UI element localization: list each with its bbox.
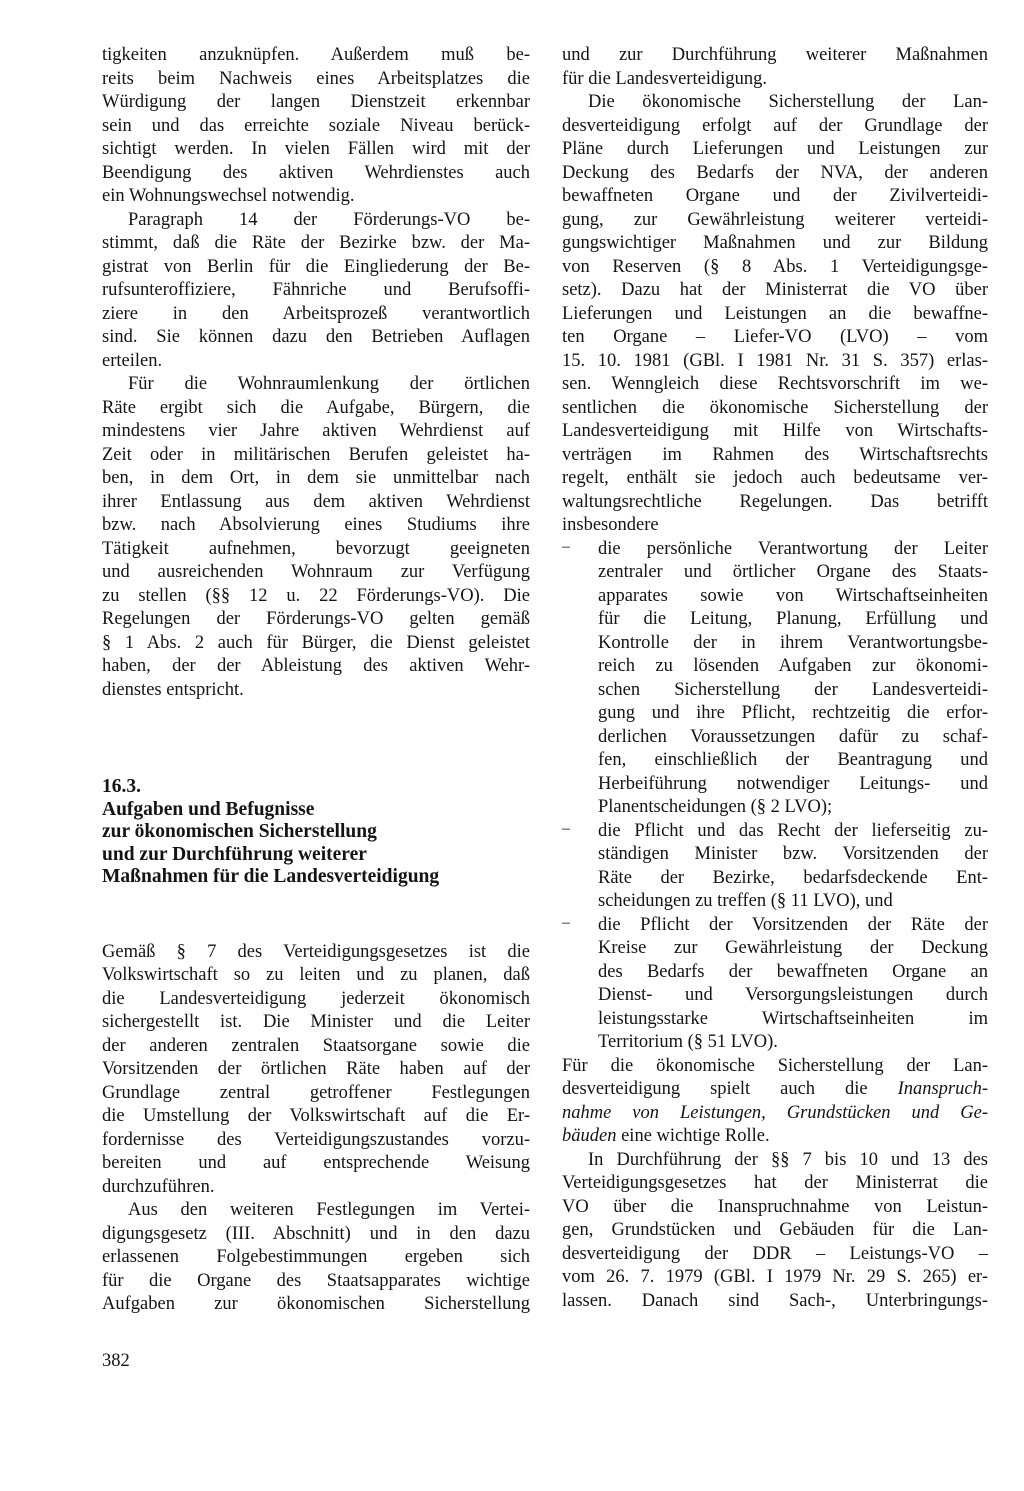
paragraph [102,941,530,1200]
text-span: eine wichtige Rolle. [616,1126,770,1146]
text-line: Tätigkeit aufnehmen, bevorzugt geeigneten [102,538,530,559]
text-line: haben, der der Ableistung des aktiven Wehr- [102,656,530,676]
text-line: reits beim Nachweis eines Arbeitsplatzes die [102,68,530,89]
text-line: die Pflicht der Vorsitzenden der Räte der [598,914,988,935]
text-line: derlichen Voraussetzungen dafür zu schaf- [598,726,988,747]
text-line: Regelungen der Förderungs-VO gelten gemäß [102,609,530,629]
text-line: digungsgesetz (III. Abschnitt) und in den dazu [102,1223,530,1244]
text-line: Räte der Bezirke, bedarfsdeckende Ent- [598,867,988,888]
heading-line: Aufgaben und Befugnisse [102,798,315,820]
text-line: Landesverteidigung mit Hilfe von Wirtschafts- [562,421,988,441]
list-item [562,538,988,820]
text-line: die Pflicht und das Recht der lieferseitig zu- [598,820,988,841]
paragraph [562,91,988,538]
text-line: In Durchführung der §§ 7 bis 10 und 13 des [588,1149,988,1170]
section-heading [102,776,530,889]
text-line: durchzuführen. [102,1176,215,1197]
text-line: sen. Wenngleich diese Rechtsvorschrift im we- [562,374,988,394]
text-line: reich zu lösenden Aufgaben zur ökonomi- [598,656,988,676]
text-line: Dienst- und Versorgungsleistungen durch [598,985,988,1005]
text-line: Vorsitzenden der örtlichen Räte haben auf der [102,1059,530,1079]
text-line: VO über die Inanspruchnahme von Leistun- [562,1196,988,1217]
bullet-dash: – [562,819,570,837]
text-line: waltungsrechtliche Regelungen. Das betrifft [562,491,988,512]
text-line: dienstes entspricht. [102,679,244,700]
text-line: Kreise zur Gewährleistung der Deckung [598,938,988,958]
text-line: desverteidigung erfolgt auf der Grundlage der [562,115,988,136]
paragraph [562,44,988,91]
list-item [562,914,988,1055]
text-line: bzw. nach Absolvierung eines Studiums ihre [102,515,530,535]
text-line: tigkeiten anzuknüpfen. Außerdem muß be- [102,45,530,65]
text-line: für die Organe des Staatsapparates wichtige [102,1270,530,1291]
text-line: die persönliche Verantwortung der Leiter [598,538,988,559]
text-line: Die ökonomische Sicherstellung der Lan- [588,92,988,112]
left-column [102,44,530,1317]
text-line [562,1102,988,1126]
paragraph [102,209,530,374]
text-line: Räte ergibt sich die Aufgabe, Bürgern, die [102,397,530,418]
text-line: die Landesverteidigung jederzeit ökonomisch [102,988,530,1009]
text-line: Würdigung der langen Dienstzeit erkennbar [102,92,530,112]
bullet-dash: – [562,537,570,555]
section-number: 16.3. [102,776,141,797]
text-line: zu stellen (§§ 12 u. 22 Förderungs-VO). Die [102,585,530,606]
text-line: ständigen Minister bzw. Vorsitzenden der [598,844,988,864]
text-line: Beendigung des aktiven Wehrdienstes auch [102,162,530,183]
text-line: ihrer Entlassung aus dem aktiven Wehrdienst [102,491,530,512]
text-line: stimmt, daß die Räte der Bezirke bzw. der Ma- [102,233,530,253]
text-line: sind. Sie können dazu den Betrieben Auflagen [102,327,530,347]
text-line: gung und ihre Pflicht, rechtzeitig die erfor- [598,703,988,723]
italic-span: bäuden [562,1126,617,1146]
text-line: erteilen. [102,350,163,371]
text-line: sein und das erreichte soziale Niveau berück- [102,115,530,136]
text-line: fordernisse des Verteidigungszustandes vorzu- [102,1129,530,1150]
text-line: mindestens vier Jahre aktiven Wehrdienst auf [102,421,530,441]
text-line: § 1 Abs. 2 auch für Bürger, die Dienst geleistet [102,632,530,653]
text-line: sentlichen die ökonomische Sicherstellung der [562,397,988,418]
text-line: ein Wohnungswechsel notwendig. [102,186,355,206]
text-line: von Reserven (§ 8 Abs. 1 Verteidigungsge- [562,256,988,277]
text-line: ben, in dem Ort, in dem sie unmittelbar nach [102,468,530,488]
text-line: gen, Grundstücken und Gebäuden für die Lan- [562,1220,988,1240]
text-line: Kontrolle der in ihrem Verantwortungsbe- [598,632,988,653]
text-line: Für die Wohnraumlenkung der örtlichen [128,374,530,394]
text-line: die Umstellung der Volkswirtschaft auf die Er- [102,1106,530,1126]
text-line: bereiten und auf entsprechende Weisung [102,1153,530,1173]
text-line: gistrat von Berlin für die Eingliederung der Be- [102,256,530,277]
text-line: ten Organe – Liefer-VO (LVO) – vom [562,327,988,347]
text-line: ziere in den Arbeitsprozeß verantwortlich [102,303,530,324]
text-line: Verteidigungsgesetzes hat der Ministerrat die [562,1173,988,1193]
text-line: zentraler und örtlicher Organe des Staats- [598,562,988,582]
italic-span: Inanspruch- [897,1079,988,1099]
text-line: Zeit oder in militärischen Berufen geleistet ha- [102,444,530,465]
text-line: vom 26. 7. 1979 (GBl. I 1979 Nr. 29 S. 265) er- [562,1267,988,1287]
text-line: gungswichtiger Maßnahmen und zur Bildung [562,233,988,253]
text-line: scheidungen zu treffen (§ 11 LVO), und [598,891,893,911]
text-line: Aus den weiteren Festlegungen im Vertei- [128,1200,530,1220]
text-line: verträgen im Rahmen des Wirtschaftsrechts [562,444,988,465]
text-line: Herbeiführung notwendiger Leitungs- und [598,773,988,794]
text-line [562,1125,988,1149]
right-column [562,44,988,1313]
text-line: Volkswirtschaft so zu leiten und zu planen, daß [102,965,530,985]
text-line: Lieferungen und Leistungen an die bewaffne- [562,303,988,324]
text-line: apparates sowie von Wirtschaftseinheiten [598,585,988,606]
text-line: lassen. Danach sind Sach-, Unterbringungs- [562,1290,988,1311]
text-line: rufsunteroffiziere, Fähnriche und Berufsoffi- [102,280,530,300]
text-line: Deckung des Bedarfs der NVA, der anderen [562,162,988,183]
heading-line: und zur Durchführung weiterer [102,843,367,865]
text-line: sichtigt werden. In vielen Fällen wird mit der [102,139,530,159]
text-line: bewaffneten Organe und der Zivilverteidi- [562,186,988,206]
text-line: Planentscheidungen (§ 2 LVO); [598,797,833,817]
text-line: 15. 10. 1981 (GBl. I 1981 Nr. 31 S. 357) erlas- [562,350,988,371]
text-line: setz). Dazu hat der Ministerrat die VO über [562,280,988,300]
text-line: und ausreichenden Wohnraum zur Verfügung [102,562,530,582]
text-line: Territorium (§ 51 LVO). [598,1032,778,1052]
text-line: Für die ökonomische Sicherstellung der Lan- [562,1055,988,1076]
text-line: für die Landesverteidigung. [562,68,767,89]
list-item [562,820,988,914]
text-line: Paragraph 14 der Förderungs-VO be- [128,209,530,230]
page-number: 382 [102,1351,130,1371]
text-line: fen, einschließlich der Beantragung und [598,750,988,770]
paragraph [102,44,530,209]
text-line: Grundlage zentral getroffener Festlegungen [102,1082,530,1103]
bullet-dash: – [562,913,570,931]
italic-span: nahme von Leistungen, Grundstücken und Ge- [562,1102,988,1123]
text-span: desverteidigung spielt auch die [562,1079,898,1099]
text-line: schen Sicherstellung der Landesverteidi- [598,679,988,700]
paragraph [562,1149,988,1314]
text-line: sichergestellt ist. Die Minister und die Leiter [102,1012,530,1032]
text-line: desverteidigung der DDR – Leistungs-VO – [562,1243,988,1264]
paragraph [562,1055,988,1149]
text-line: insbesondere [562,515,659,535]
text-line: der anderen zentralen Staatsorgane sowie die [102,1035,530,1056]
spacer [102,889,530,941]
text-line: und zur Durchführung weiterer Maßnahmen [562,45,988,65]
text-line: gung, zur Gewährleistung weiterer verteidi- [562,209,988,230]
text-line: regelt, enthält sie jedoch auch bedeutsame ver- [562,468,988,488]
text-line: des Bedarfs der bewaffneten Organe an [598,961,988,982]
text-line: leistungsstarke Wirtschaftseinheiten im [598,1008,988,1029]
paragraph [102,373,530,702]
text-line: Gemäß § 7 des Verteidigungsgesetzes ist die [102,941,530,962]
heading-line: zur ökonomischen Sicherstellung [102,821,377,842]
text-line [562,1078,988,1102]
paragraph [102,1199,530,1317]
text-line: für die Leitung, Planung, Erfüllung und [598,609,988,629]
text-line: Aufgaben zur ökonomischen Sicherstellung [102,1294,530,1314]
text-line: erlassenen Folgebestimmungen ergeben sich [102,1247,530,1267]
text-line: Pläne durch Lieferungen und Leistungen zur [562,139,988,159]
heading-line: Maßnahmen für die Landesverteidigung [102,866,440,887]
